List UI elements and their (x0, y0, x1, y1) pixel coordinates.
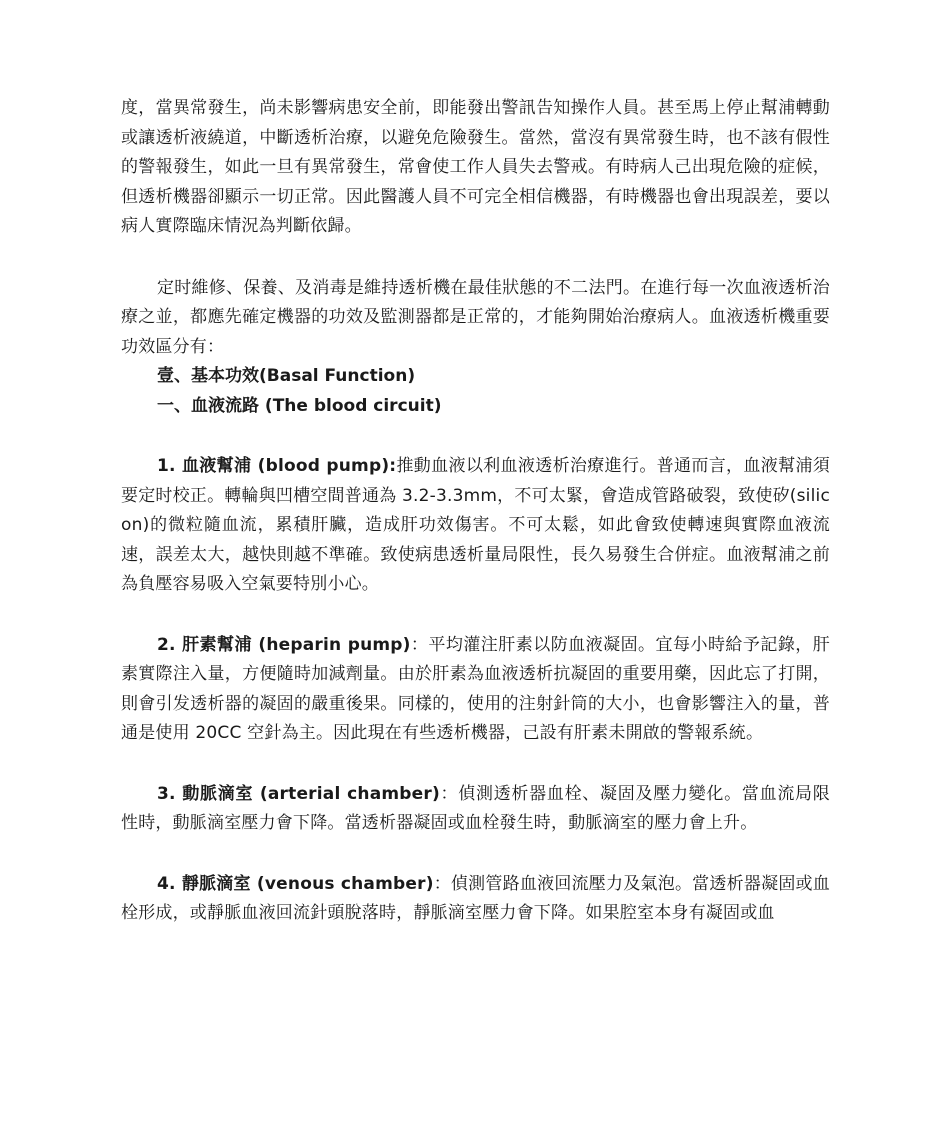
heading-basal-function: 壹、基本功效(Basal Function) (157, 366, 416, 386)
heading-blood-circuit: 一、血液流路 (The blood circuit) (157, 395, 442, 416)
item-arterial-chamber-text: ：偵測透析器血栓、凝固及壓力變化。當血流局限性時，動脈滴室壓力會下降。當透析器凝固或血栓發生時，動脈滴室的壓力會上升。 (121, 783, 830, 833)
item-heparin-pump-title: 2. 肝素幫浦 (heparin pump) (157, 634, 411, 655)
item-venous-chamber (121, 870, 830, 929)
item-venous-chamber-title: 4. 靜脈滴室 (venous chamber) (157, 873, 434, 894)
item-heparin-pump (121, 631, 830, 749)
item-arterial-chamber (121, 780, 830, 839)
item-blood-pump-text: 推動血液以利血液透析治療進行。普通而言，血液幫浦須要定时校正。轉輪與凹槽空間普通為 3.2-3.3mm，不可太緊，會造成管路破裂，致使矽(silicon)的微粒隨血流，累積肝臟，造成肝功效傷害。不可太鬆，如此會致使轉速與實際血液流速，誤差太大，越快則越不準確。致使病患透析量局限性，長久易發生合併症。血液幫浦之前為負壓容易吸入空氣要特別小心。 (121, 456, 830, 594)
paragraph-alarm-behavior: 度，當異常發生，尚未影響病患安全前，即能發出警訊告知操作人員。甚至馬上停止幫浦轉動或讓透析液繞道，中斷透析治療，以避免危險發生。當然，當沒有異常發生時，也不該有假性的警報發生，如此一旦有異常發生，常會使工作人員失去警戒。有時病人己出現危險的症候，但透析機器卻顯示一切正常。因此醫護人員不可完全相信機器，有時機器也會出現誤差，要以病人實際臨床情況為判斷依歸。 (121, 98, 830, 236)
item-venous-chamber-text: ：偵測管路血液回流壓力及氣泡。當透析器凝固或血栓形成，或靜脈血液回流針頭脫落時，靜脈滴室壓力會下降。如果腔室本身有凝固或血 (121, 873, 830, 923)
item-blood-pump (121, 452, 830, 600)
paragraph-maintenance: 定时維修、保養、及消毒是維持透析機在最佳狀態的不二法門。在進行每一次血液透析治療之並，都應先確定機器的功效及監測器都是正常的，才能夠開始治療病人。血液透析機重要功效區分有： (121, 277, 830, 357)
item-arterial-chamber-title: 3. 動脈滴室 (arterial chamber) (157, 783, 440, 804)
item-blood-pump-title: 1. 血液幫浦 (blood pump): (157, 456, 397, 476)
item-heparin-pump-text: ：平均灌注肝素以防血液凝固。宜每小時給予記錄，肝素實際注入量，方便隨時加減劑量。由於肝素為血液透析抗凝固的重要用藥，因此忘了打開，則會引发透析器的凝固的嚴重後果。同樣的，使用的注射針筒的大小，也會影響注入的量，普通是使用 20CC 空針為主。因此現在有些透析機器，己設有肝素未開啟的警報系統。 (121, 634, 830, 743)
